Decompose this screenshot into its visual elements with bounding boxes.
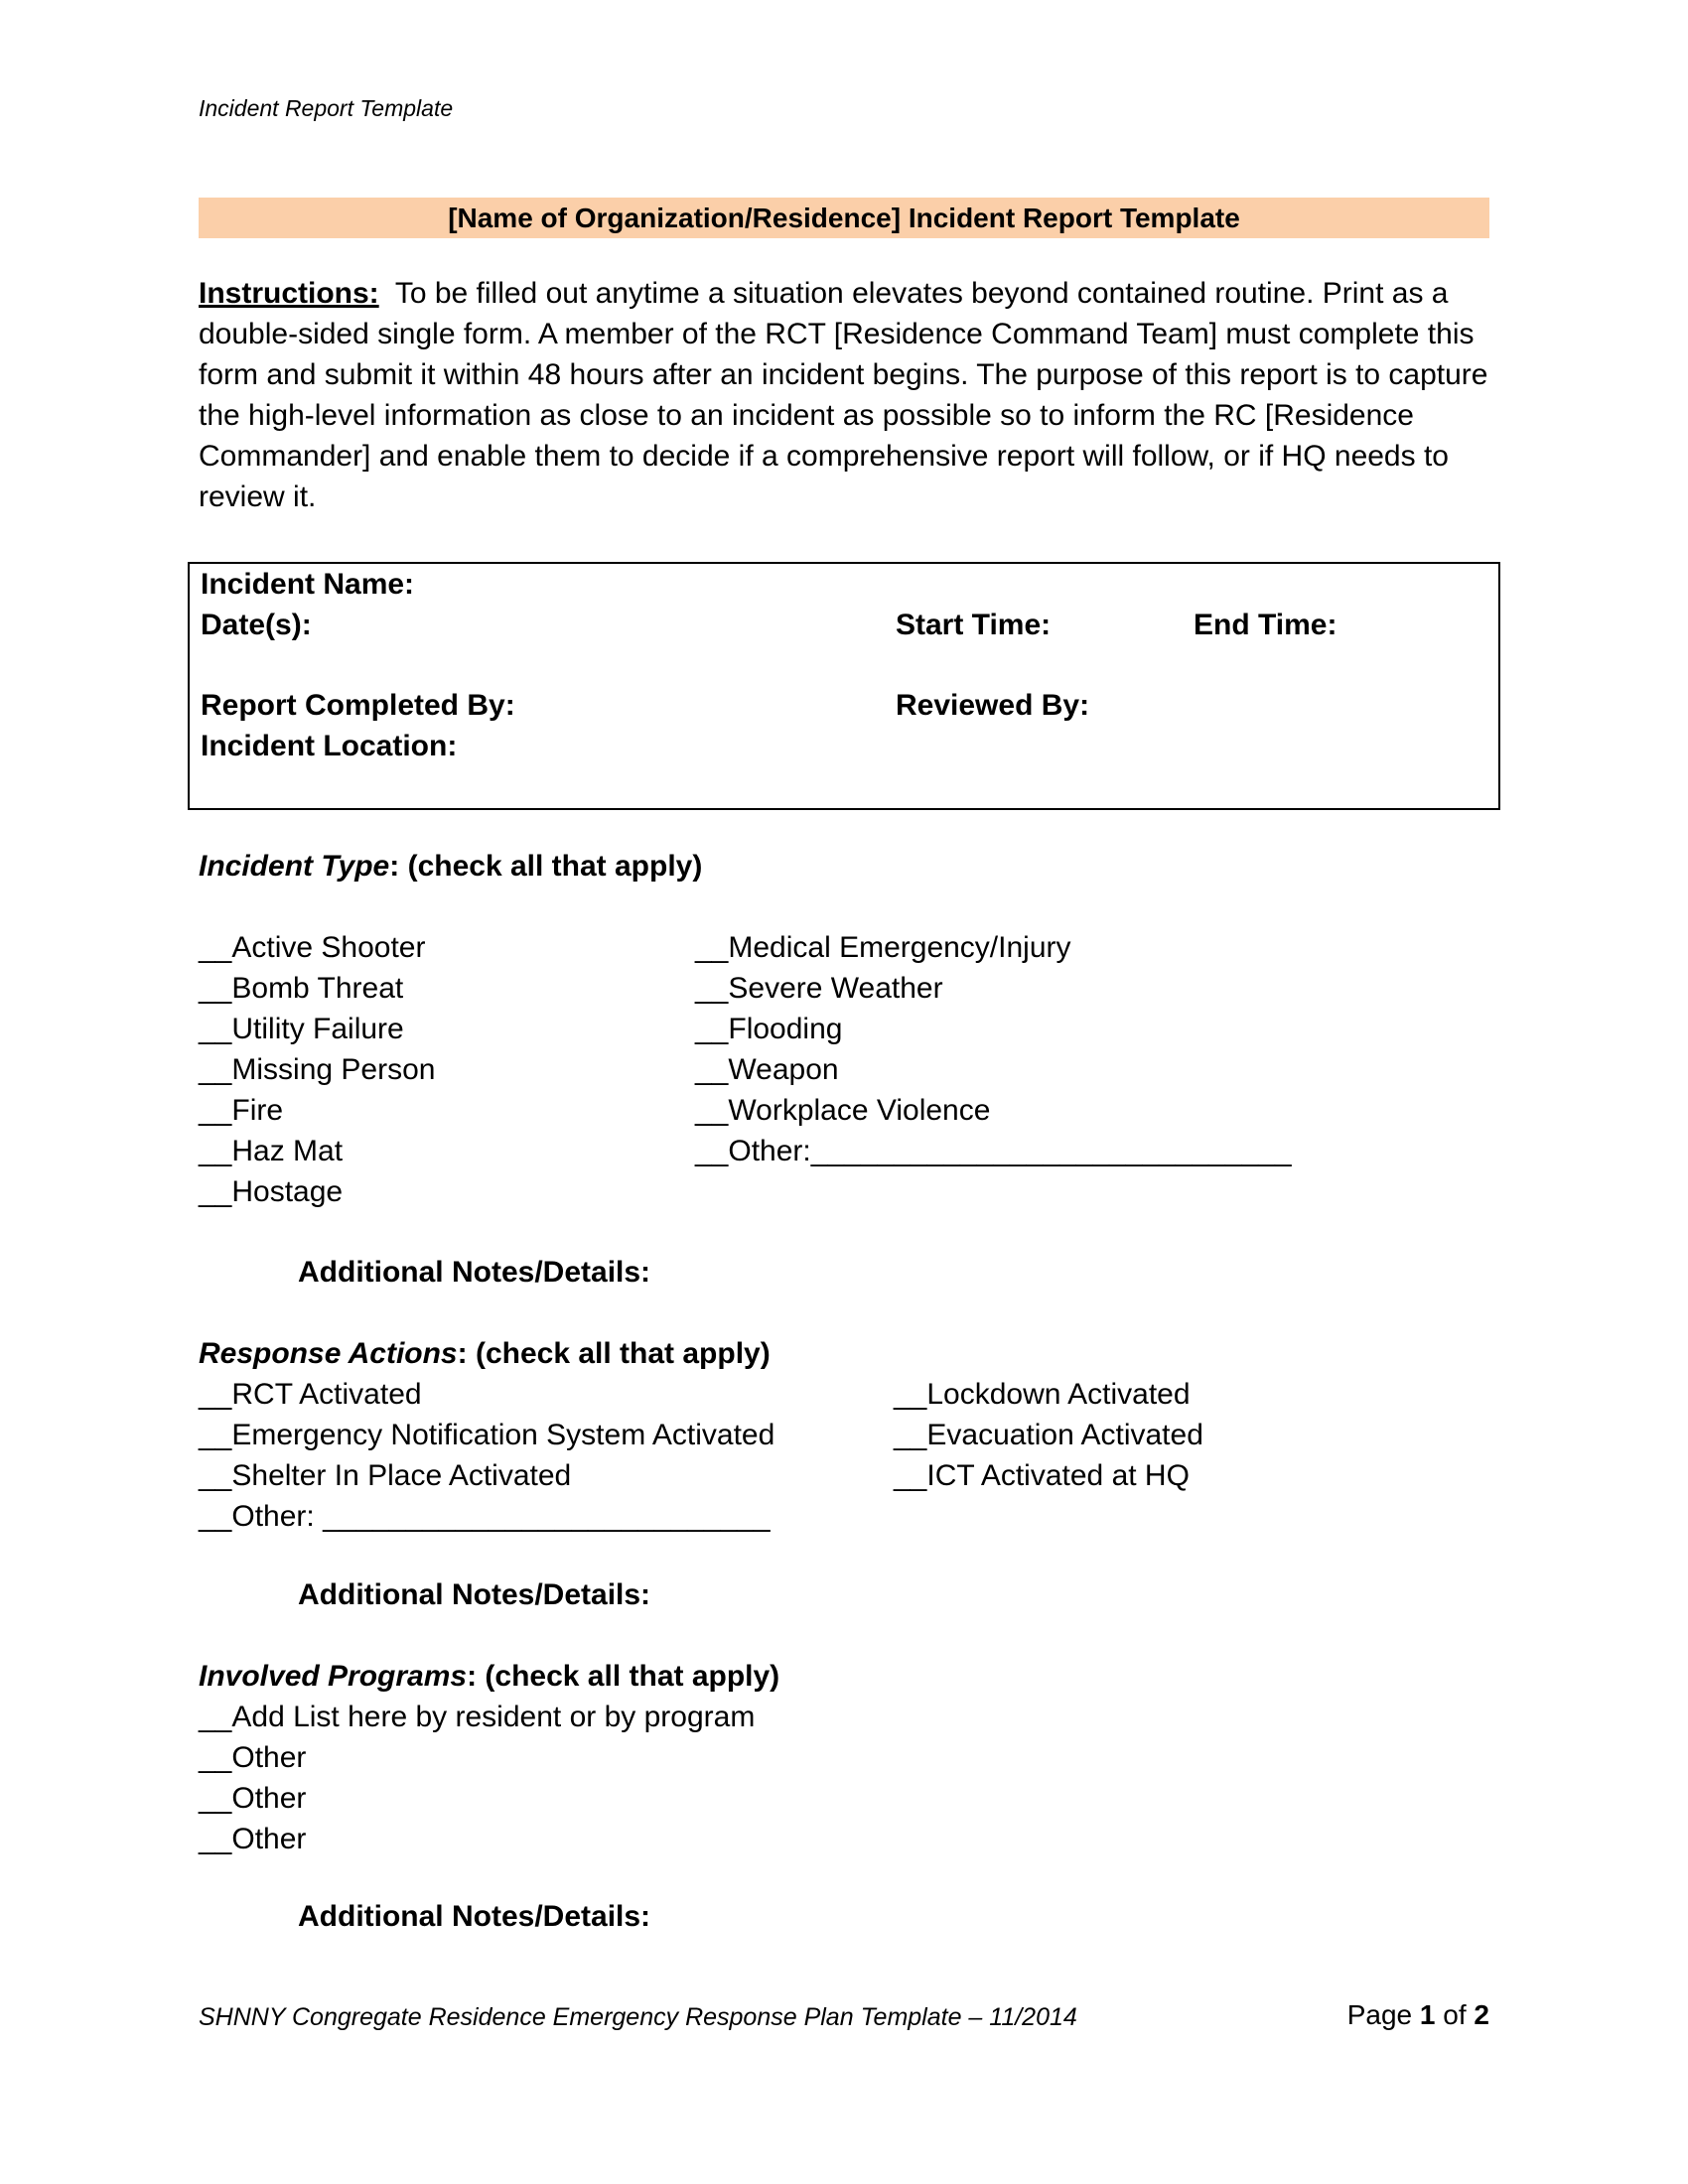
response-actions-heading: Response Actions: (check all that apply) <box>199 1337 771 1370</box>
response-action-option[interactable]: __Emergency Notification System Activated <box>199 1419 775 1451</box>
dates-field[interactable]: Date(s): <box>201 609 312 641</box>
incident-name-field[interactable]: Incident Name: <box>201 568 415 601</box>
incident-type-option[interactable]: __Missing Person <box>199 1053 436 1086</box>
incident-info-box <box>188 562 1500 810</box>
response-action-option[interactable]: __Evacuation Activated <box>894 1419 1203 1451</box>
incident-type-option[interactable]: __Bomb Threat <box>199 972 404 1005</box>
incident-type-option[interactable]: __Hostage <box>199 1175 344 1208</box>
start-time-field[interactable]: Start Time: <box>896 609 1052 641</box>
document-page <box>199 0 1489 2184</box>
incident-type-column-1 <box>199 927 435 1212</box>
involved-program-option[interactable]: __Other <box>199 1782 307 1815</box>
response-action-option[interactable]: __Lockdown Activated <box>894 1378 1191 1411</box>
response-action-option[interactable]: __Other: ___________________________ <box>199 1500 771 1533</box>
incident-location-field[interactable]: Incident Location: <box>201 730 458 762</box>
response-actions-column-2 <box>894 1374 1203 1496</box>
instructions-text: To be filled out anytime a situation elevates beyond contained routine. Print as a double-sided single form. A member of the RCT [Residence Command Team] must complete this form and submit it within 48 hours after an incident begins. The purpose of this report is to capture the high-level information as close to an incident as possible so to inform the RC [Residence Commander] and enable them to decide if a comprehensive report will follow, or if HQ needs to review it. <box>199 277 1488 513</box>
document-title: [Name of Organization/Residence] Incident Report Template <box>199 198 1489 238</box>
response-action-option[interactable]: __ICT Activated at HQ <box>894 1459 1190 1492</box>
involved-programs-notes-label: Additional Notes/Details: <box>298 1900 651 1933</box>
incident-type-option[interactable]: __Medical Emergency/Injury <box>695 931 1071 964</box>
response-actions-notes-label: Additional Notes/Details: <box>298 1578 651 1611</box>
involved-program-option[interactable]: __Add List here by resident or by program <box>199 1701 756 1733</box>
incident-type-option[interactable]: __Fire <box>199 1094 284 1127</box>
response-actions-column-1 <box>199 1374 774 1537</box>
running-header: Incident Report Template <box>199 95 454 121</box>
incident-type-option[interactable]: __Utility Failure <box>199 1013 404 1045</box>
end-time-field[interactable]: End Time: <box>1194 609 1337 641</box>
involved-program-option[interactable]: __Other <box>199 1741 307 1774</box>
incident-type-option[interactable]: __Weapon <box>695 1053 839 1086</box>
response-action-option[interactable]: __Shelter In Place Activated <box>199 1459 572 1492</box>
involved-programs-heading: Involved Programs: (check all that apply) <box>199 1660 780 1693</box>
incident-type-column-2 <box>695 927 1292 1171</box>
reviewed-by-field[interactable]: Reviewed By: <box>896 689 1090 722</box>
incident-type-notes-label: Additional Notes/Details: <box>298 1256 651 1289</box>
page-number: Page 1 of 2 <box>1346 1999 1489 2030</box>
incident-type-heading: Incident Type: (check all that apply) <box>199 850 703 883</box>
footer-document-title: SHNNY Congregate Residence Emergency Response Plan Template – 11/2014 <box>199 2003 1077 2031</box>
instructions-label: Instructions: <box>199 277 379 310</box>
instructions-paragraph <box>199 273 1489 517</box>
incident-type-option[interactable]: __Severe Weather <box>695 972 943 1005</box>
completed-by-field[interactable]: Report Completed By: <box>201 689 515 722</box>
involved-program-option[interactable]: __Other <box>199 1823 307 1855</box>
involved-programs-list <box>199 1697 755 1859</box>
incident-type-option[interactable]: __Haz Mat <box>199 1135 344 1167</box>
incident-type-option[interactable]: __Flooding <box>695 1013 843 1045</box>
incident-type-option[interactable]: __Active Shooter <box>199 931 426 964</box>
response-action-option[interactable]: __RCT Activated <box>199 1378 422 1411</box>
incident-type-option[interactable]: __Workplace Violence <box>695 1094 991 1127</box>
incident-type-option[interactable]: __Other:_____________________________ <box>695 1135 1292 1167</box>
